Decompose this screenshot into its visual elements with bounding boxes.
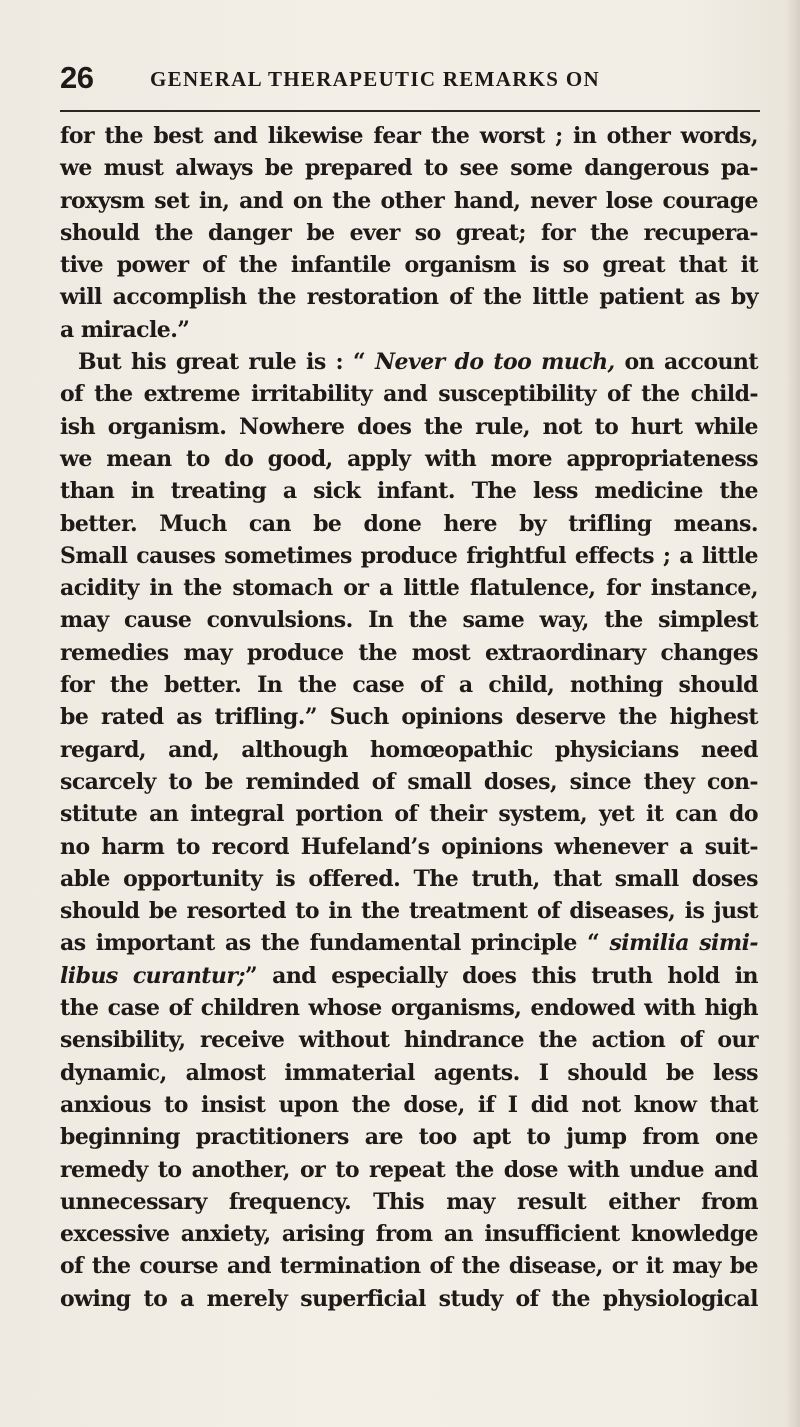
text-line: should be resorted to in the treatment of diseases, is just bbox=[60, 898, 758, 925]
text-line: better. Much can be done here by trifling means. bbox=[60, 510, 758, 537]
text-line: will accomplish the restoration of the little patient as by bbox=[60, 284, 758, 311]
italic-latin: libus curantur; bbox=[60, 962, 245, 989]
body-text bbox=[60, 120, 758, 1315]
text-line: a miracle.” bbox=[60, 316, 190, 343]
running-header bbox=[60, 58, 760, 98]
text-line: excessive anxiety, arising from an insufficient knowledge bbox=[60, 1221, 758, 1248]
text-line: sensibility, receive without hindrance the action of our bbox=[60, 1027, 758, 1054]
text-line: dynamic, almost immaterial agents. I should be less bbox=[60, 1059, 758, 1086]
text-line: of the extreme irritability and susceptibility of the child- bbox=[60, 381, 758, 408]
text-line: be rated as trifling.” Such opinions deserve the highest bbox=[60, 704, 758, 731]
italic-quote: Never do too much, bbox=[374, 349, 615, 376]
text-line: should the danger be ever so great; for the recupera- bbox=[60, 219, 758, 246]
text-line: able opportunity is offered. The truth, that small doses bbox=[60, 865, 758, 892]
text-line: unnecessary frequency. This may result either from bbox=[60, 1188, 758, 1215]
text-line: acidity in the stomach or a little flatulence, for instance, bbox=[60, 575, 758, 602]
text-line bbox=[60, 960, 758, 992]
text-line: roxysm set in, and on the other hand, never lose courage bbox=[60, 187, 758, 214]
text-line: stitute an integral portion of their system, yet it can do bbox=[60, 801, 758, 828]
text-line: regard, and, although homœopathic physicians need bbox=[60, 736, 758, 763]
page-edge-shadow bbox=[786, 0, 800, 1427]
text-run: But his great rule is : “ bbox=[78, 349, 375, 376]
text-line: scarcely to be reminded of small doses, since they con- bbox=[60, 768, 758, 795]
text-line: beginning practitioners are too apt to jump from one bbox=[60, 1124, 758, 1151]
text-run: on account bbox=[614, 349, 758, 376]
text-line: for the best and likewise fear the worst ; in other words, bbox=[60, 123, 758, 149]
text-line: may cause convulsions. In the same way, the simplest bbox=[60, 607, 758, 634]
text-line: anxious to insist upon the dose, if I did not know that bbox=[60, 1091, 758, 1118]
text-run: ” and especially does this truth hold in bbox=[244, 962, 758, 989]
text-line: remedies may produce the most extraordinary changes bbox=[60, 639, 758, 666]
italic-latin: similia simi- bbox=[609, 930, 758, 957]
text-line: the case of children whose organisms, endowed with high bbox=[60, 995, 758, 1022]
text-line: for the better. In the case of a child, nothing should bbox=[60, 672, 758, 699]
text-line bbox=[60, 927, 758, 959]
running-title: GENERAL THERAPEUTIC REMARKS ON bbox=[150, 67, 600, 91]
text-run: as important as the fundamental principle “ bbox=[60, 930, 610, 957]
text-line: no harm to record Hufeland’s opinions whenever a suit- bbox=[60, 833, 758, 860]
text-line: we must always be prepared to see some dangerous pa- bbox=[60, 155, 758, 182]
text-line: we mean to do good, apply with more appropriateness bbox=[60, 445, 758, 472]
text-line: than in treating a sick infant. The less medicine the bbox=[60, 478, 758, 505]
text-line: Small causes sometimes produce frightful effects ; a little bbox=[60, 542, 758, 569]
text-line: ish organism. Nowhere does the rule, not to hurt while bbox=[60, 413, 758, 440]
text-line: remedy to another, or to repeat the dose with undue and bbox=[60, 1156, 758, 1183]
header-rule bbox=[60, 110, 760, 112]
text-line bbox=[60, 346, 758, 378]
page-number: 26 bbox=[60, 60, 94, 95]
text-line: of the course and termination of the disease, or it may be bbox=[60, 1253, 758, 1280]
text-line: owing to a merely superficial study of the physiological bbox=[60, 1285, 758, 1312]
text-line: tive power of the infantile organism is so great that it bbox=[60, 252, 758, 279]
